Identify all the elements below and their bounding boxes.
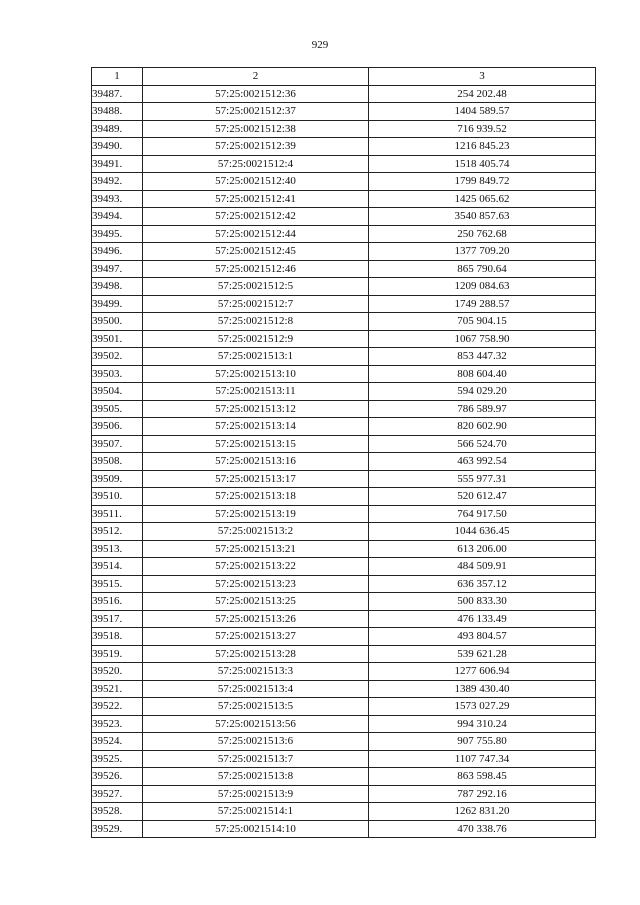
column-header-cadastral-number: 2 <box>143 68 369 86</box>
row-number-cell: 39525. <box>92 750 143 768</box>
table-row <box>92 418 596 436</box>
cadastral-value-cell: 539 621.28 <box>369 645 596 663</box>
table-row <box>92 260 596 278</box>
row-number-cell: 39526. <box>92 768 143 786</box>
table-row <box>92 593 596 611</box>
cadastral-value-cell: 994 310.24 <box>369 715 596 733</box>
cadastral-value-cell: 907 755.80 <box>369 733 596 751</box>
cadastral-value-cell: 613 206.00 <box>369 540 596 558</box>
cadastral-value-cell: 476 133.49 <box>369 610 596 628</box>
table-row <box>92 820 596 838</box>
cadastral-number-cell: 57:25:0021512:8 <box>143 313 369 331</box>
cadastral-number-cell: 57:25:0021513:17 <box>143 470 369 488</box>
table-row <box>92 645 596 663</box>
cadastral-number-cell: 57:25:0021513:28 <box>143 645 369 663</box>
cadastral-number-cell: 57:25:0021513:11 <box>143 383 369 401</box>
cadastral-number-cell: 57:25:0021512:45 <box>143 243 369 261</box>
cadastral-number-cell: 57:25:0021512:42 <box>143 208 369 226</box>
row-number-cell: 39491. <box>92 155 143 173</box>
cadastral-value-cell: 3540 857.63 <box>369 208 596 226</box>
row-number-cell: 39512. <box>92 523 143 541</box>
table-row <box>92 610 596 628</box>
column-header-number: 1 <box>92 68 143 86</box>
cadastral-number-cell: 57:25:0021512:4 <box>143 155 369 173</box>
cadastral-number-cell: 57:25:0021512:46 <box>143 260 369 278</box>
row-number-cell: 39515. <box>92 575 143 593</box>
cadastral-number-cell: 57:25:0021513:9 <box>143 785 369 803</box>
row-number-cell: 39509. <box>92 470 143 488</box>
table-row <box>92 628 596 646</box>
table-header-row <box>92 68 596 86</box>
cadastral-value-cell: 1216 845.23 <box>369 138 596 156</box>
cadastral-number-cell: 57:25:0021513:27 <box>143 628 369 646</box>
table-body <box>92 68 596 838</box>
cadastral-value-cell: 555 977.31 <box>369 470 596 488</box>
table-row <box>92 330 596 348</box>
cadastral-value-cell: 254 202.48 <box>369 85 596 103</box>
cadastral-value-cell: 566 524.70 <box>369 435 596 453</box>
cadastral-value-cell: 1209 084.63 <box>369 278 596 296</box>
cadastral-number-cell: 57:25:0021512:36 <box>143 85 369 103</box>
cadastral-number-cell: 57:25:0021513:4 <box>143 680 369 698</box>
cadastral-number-cell: 57:25:0021513:22 <box>143 558 369 576</box>
row-number-cell: 39490. <box>92 138 143 156</box>
cadastral-value-cell: 493 804.57 <box>369 628 596 646</box>
table-row <box>92 383 596 401</box>
cadastral-value-cell: 594 029.20 <box>369 383 596 401</box>
row-number-cell: 39527. <box>92 785 143 803</box>
cadastral-number-cell: 57:25:0021512:5 <box>143 278 369 296</box>
cadastral-number-cell: 57:25:0021513:6 <box>143 733 369 751</box>
row-number-cell: 39499. <box>92 295 143 313</box>
cadastral-value-cell: 1518 405.74 <box>369 155 596 173</box>
cadastral-number-cell: 57:25:0021513:56 <box>143 715 369 733</box>
cadastral-number-cell: 57:25:0021513:21 <box>143 540 369 558</box>
row-number-cell: 39511. <box>92 505 143 523</box>
cadastral-number-cell: 57:25:0021512:9 <box>143 330 369 348</box>
row-number-cell: 39529. <box>92 820 143 838</box>
cadastral-value-cell: 484 509.91 <box>369 558 596 576</box>
row-number-cell: 39528. <box>92 803 143 821</box>
cadastral-number-cell: 57:25:0021513:19 <box>143 505 369 523</box>
cadastral-number-cell: 57:25:0021513:2 <box>143 523 369 541</box>
row-number-cell: 39498. <box>92 278 143 296</box>
cadastral-number-cell: 57:25:0021512:44 <box>143 225 369 243</box>
row-number-cell: 39494. <box>92 208 143 226</box>
row-number-cell: 39513. <box>92 540 143 558</box>
row-number-cell: 39504. <box>92 383 143 401</box>
column-header-value: 3 <box>369 68 596 86</box>
cadastral-number-cell: 57:25:0021513:1 <box>143 348 369 366</box>
cadastral-value-cell: 1262 831.20 <box>369 803 596 821</box>
cadastral-value-cell: 808 604.40 <box>369 365 596 383</box>
cadastral-value-cell: 865 790.64 <box>369 260 596 278</box>
table-row <box>92 103 596 121</box>
cadastral-value-cell: 1277 606.94 <box>369 663 596 681</box>
cadastral-number-cell: 57:25:0021513:23 <box>143 575 369 593</box>
cadastral-value-cell: 500 833.30 <box>369 593 596 611</box>
row-number-cell: 39505. <box>92 400 143 418</box>
table-row <box>92 575 596 593</box>
row-number-cell: 39520. <box>92 663 143 681</box>
cadastral-value-cell: 1749 288.57 <box>369 295 596 313</box>
table-row <box>92 208 596 226</box>
cadastral-number-cell: 57:25:0021512:38 <box>143 120 369 138</box>
table-row <box>92 435 596 453</box>
cadastral-value-cell: 716 939.52 <box>369 120 596 138</box>
cadastral-value-cell: 863 598.45 <box>369 768 596 786</box>
cadastral-value-cell: 705 904.15 <box>369 313 596 331</box>
table-row <box>92 488 596 506</box>
table-row <box>92 663 596 681</box>
cadastral-number-cell: 57:25:0021513:7 <box>143 750 369 768</box>
table-row <box>92 540 596 558</box>
cadastral-value-cell: 1067 758.90 <box>369 330 596 348</box>
cadastral-number-cell: 57:25:0021514:1 <box>143 803 369 821</box>
table-row <box>92 138 596 156</box>
cadastral-value-cell: 250 762.68 <box>369 225 596 243</box>
row-number-cell: 39514. <box>92 558 143 576</box>
table-row <box>92 278 596 296</box>
table-row <box>92 523 596 541</box>
table-row <box>92 313 596 331</box>
table-row <box>92 785 596 803</box>
row-number-cell: 39510. <box>92 488 143 506</box>
row-number-cell: 39524. <box>92 733 143 751</box>
cadastral-number-cell: 57:25:0021513:14 <box>143 418 369 436</box>
cadastral-number-cell: 57:25:0021512:7 <box>143 295 369 313</box>
table-row <box>92 225 596 243</box>
cadastral-value-cell: 764 917.50 <box>369 505 596 523</box>
table-row <box>92 365 596 383</box>
cadastral-value-cell: 787 292.16 <box>369 785 596 803</box>
cadastral-value-cell: 820 602.90 <box>369 418 596 436</box>
row-number-cell: 39501. <box>92 330 143 348</box>
row-number-cell: 39493. <box>92 190 143 208</box>
row-number-cell: 39506. <box>92 418 143 436</box>
cadastral-number-cell: 57:25:0021513:8 <box>143 768 369 786</box>
row-number-cell: 39521. <box>92 680 143 698</box>
row-number-cell: 39492. <box>92 173 143 191</box>
cadastral-value-cell: 1573 027.29 <box>369 698 596 716</box>
table-row <box>92 768 596 786</box>
cadastral-number-cell: 57:25:0021512:39 <box>143 138 369 156</box>
cadastral-value-cell: 636 357.12 <box>369 575 596 593</box>
table-row <box>92 505 596 523</box>
table-row <box>92 190 596 208</box>
table-row <box>92 680 596 698</box>
table-row <box>92 470 596 488</box>
row-number-cell: 39507. <box>92 435 143 453</box>
row-number-cell: 39519. <box>92 645 143 663</box>
cadastral-value-cell: 1799 849.72 <box>369 173 596 191</box>
cadastral-number-cell: 57:25:0021513:5 <box>143 698 369 716</box>
table-row <box>92 400 596 418</box>
row-number-cell: 39489. <box>92 120 143 138</box>
cadastral-value-cell: 1425 065.62 <box>369 190 596 208</box>
cadastral-number-cell: 57:25:0021512:37 <box>143 103 369 121</box>
row-number-cell: 39488. <box>92 103 143 121</box>
table-row <box>92 295 596 313</box>
cadastral-value-cell: 470 338.76 <box>369 820 596 838</box>
table-row <box>92 85 596 103</box>
table-row <box>92 348 596 366</box>
row-number-cell: 39516. <box>92 593 143 611</box>
cadastral-number-cell: 57:25:0021512:41 <box>143 190 369 208</box>
table-row <box>92 803 596 821</box>
row-number-cell: 39496. <box>92 243 143 261</box>
cadastral-value-table <box>91 67 596 838</box>
cadastral-number-cell: 57:25:0021513:10 <box>143 365 369 383</box>
table-row <box>92 453 596 471</box>
row-number-cell: 39523. <box>92 715 143 733</box>
table-row <box>92 243 596 261</box>
row-number-cell: 39495. <box>92 225 143 243</box>
row-number-cell: 39508. <box>92 453 143 471</box>
row-number-cell: 39518. <box>92 628 143 646</box>
row-number-cell: 39517. <box>92 610 143 628</box>
cadastral-number-cell: 57:25:0021513:16 <box>143 453 369 471</box>
table-row <box>92 155 596 173</box>
cadastral-number-cell: 57:25:0021513:25 <box>143 593 369 611</box>
cadastral-value-cell: 786 589.97 <box>369 400 596 418</box>
page-number: 929 <box>311 39 329 51</box>
table-row <box>92 120 596 138</box>
row-number-cell: 39522. <box>92 698 143 716</box>
row-number-cell: 39500. <box>92 313 143 331</box>
row-number-cell: 39497. <box>92 260 143 278</box>
cadastral-value-cell: 1389 430.40 <box>369 680 596 698</box>
table-row <box>92 173 596 191</box>
cadastral-value-cell: 1044 636.45 <box>369 523 596 541</box>
table-row <box>92 715 596 733</box>
cadastral-number-cell: 57:25:0021513:15 <box>143 435 369 453</box>
table-row <box>92 698 596 716</box>
cadastral-value-cell: 463 992.54 <box>369 453 596 471</box>
cadastral-number-cell: 57:25:0021512:40 <box>143 173 369 191</box>
table-row <box>92 750 596 768</box>
cadastral-number-cell: 57:25:0021514:10 <box>143 820 369 838</box>
cadastral-value-cell: 1377 709.20 <box>369 243 596 261</box>
cadastral-number-cell: 57:25:0021513:18 <box>143 488 369 506</box>
table-row <box>92 733 596 751</box>
cadastral-number-cell: 57:25:0021513:12 <box>143 400 369 418</box>
cadastral-value-cell: 1404 589.57 <box>369 103 596 121</box>
cadastral-value-cell: 1107 747.34 <box>369 750 596 768</box>
cadastral-value-cell: 853 447.32 <box>369 348 596 366</box>
row-number-cell: 39503. <box>92 365 143 383</box>
cadastral-number-cell: 57:25:0021513:26 <box>143 610 369 628</box>
cadastral-value-cell: 520 612.47 <box>369 488 596 506</box>
table-row <box>92 558 596 576</box>
row-number-cell: 39487. <box>92 85 143 103</box>
cadastral-number-cell: 57:25:0021513:3 <box>143 663 369 681</box>
row-number-cell: 39502. <box>92 348 143 366</box>
